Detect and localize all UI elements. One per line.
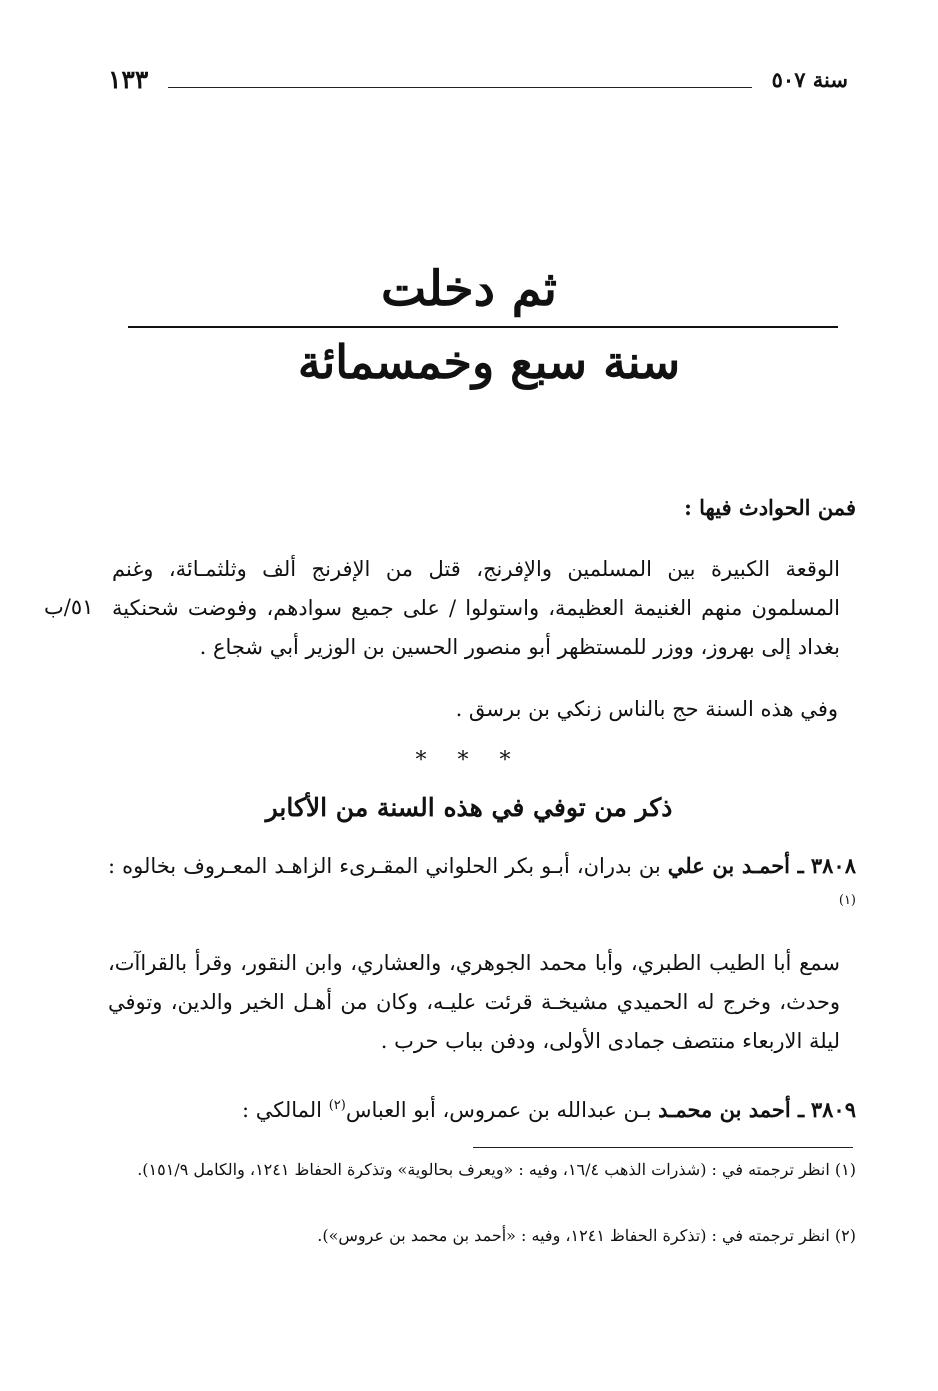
section-separator: * * * [415, 748, 523, 773]
events-paragraph-1: الوقعة الكبيرة بين المسلمين والإفرنج، قتل من الإفرنج ألف وثلثمـائة، وغنم المسلمون منهم الغنيمة العظيمة، واستولوا / على جميع سوادهم، وفوضت شحنكية بغداد إلى بهروز، ووزر للمستظهر أبو منصور الحسين بن الوزير أبي شجاع . [112, 557, 840, 659]
chapter-heading-line2: سنة سبع وخمسمائة [297, 335, 681, 389]
entry-text: بـن عبدالله بن عمروس، أبو العباس [345, 1098, 652, 1122]
running-header [108, 64, 848, 98]
manuscript-folio-note: ٥١/ب [44, 595, 94, 619]
heading-rule [128, 326, 838, 328]
footnote-rule [473, 1147, 853, 1148]
entry-text: بن بدران، أبـو بكر الحلواني المقـرىء الزاهـد المعـروف بخالوه : [108, 854, 661, 878]
footnote-2: (٢) انظر ترجمته في : (تذكرة الحفاظ ١٢٤١، وفيه : «أحمد بن محمد بن عروس»). [317, 1226, 856, 1245]
entry-name: أحمـد بن علي [667, 853, 791, 878]
entry-text-after: المالكي : [242, 1098, 323, 1122]
entry-number: ٣٨٠٨ [810, 853, 856, 878]
events-subheading: فمن الحوادث فيها : [684, 495, 856, 520]
footnote-ref: (١) [838, 893, 856, 908]
footnote-ref: (٢) [328, 1098, 346, 1113]
entry-3809-heading: ٣٨٠٩ ـ أحمد بن محمـد بـن عبدالله بن عمروس، أبو العباس$^{(٢)}$ المالكي : [242, 1097, 856, 1122]
entry-number: ٣٨٠٩ [810, 1097, 856, 1122]
running-year: سنة ٥٠٧ [771, 67, 848, 92]
events-paragraph-2: وفي هذه السنة حج بالناس زنكي بن برسق . [455, 697, 838, 721]
entry-3808-body: سمع أبا الطيب الطبري، وأبا محمد الجوهري، والعشاري، وابن النقور، وقرأ بالقراآت، وحدث، وخرج له الحميدي مشيخـة قرئت عليـه، وكان من أهـل الخير والدين، وتوفي ليلة الاربعاء منتصف جمادى الأولى، ودفن بباب حرب . [108, 951, 841, 1053]
page-number: ١٣٣ [108, 65, 149, 94]
section-title: ذكر من توفي في هذه السنة من الأكابر [265, 793, 673, 822]
chapter-heading-line1: ثم دخلت [380, 261, 558, 317]
footnote-1: (١) انظر ترجمته في : (شذرات الذهب ١٦/٤، وفيه : «ويعرف بحالوية» وتذكرة الحفاظ ١٢٤١، والكامل ١٥١/٩). [137, 1160, 856, 1179]
entry-name: أحمد بن محمـد [658, 1097, 791, 1122]
entry-3808-heading: ٣٨٠٨ ـ أحمـد بن علي بن بدران، أبـو بكر الحلواني المقـرىء الزاهـد المعـروف بخالوه : $^{(١)}$ [108, 853, 856, 908]
header-rule [168, 87, 752, 88]
